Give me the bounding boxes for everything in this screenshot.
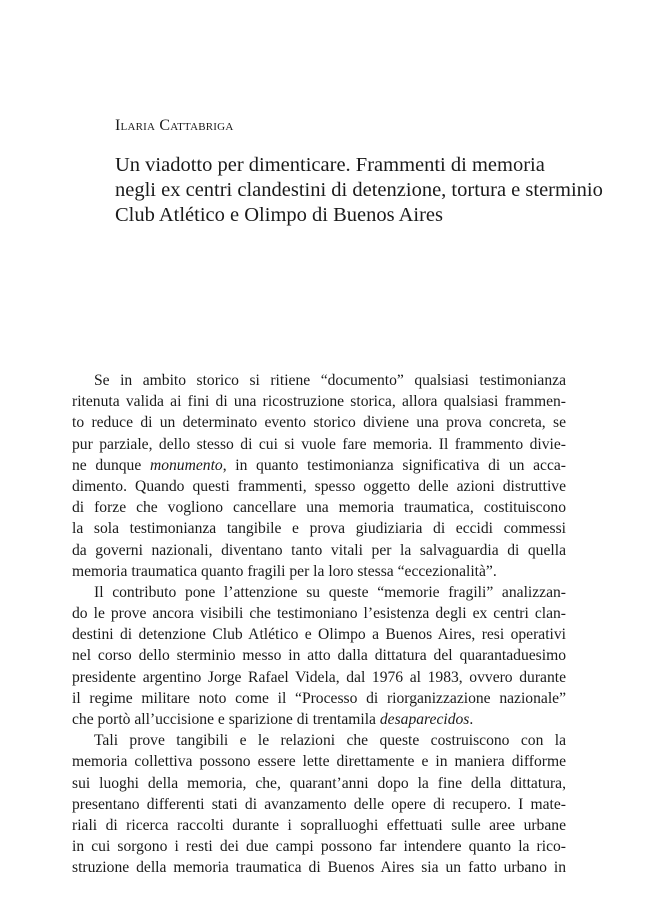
emphasized-term: desaparecidos — [379, 711, 470, 728]
title-line: Un viadotto per dimenticare. Frammenti di memoria — [115, 154, 545, 176]
text-line: Se in ambito storico si ritiene “documento” qualsiasi testimonianza — [94, 372, 566, 389]
text-line: to reduce di un determinato evento storico diviene una prova concreta, se — [72, 414, 566, 432]
text-line: Tali prove tangibili e le relazioni che queste costruiscono con la — [94, 732, 566, 750]
text-line: dimento. Quando questi frammenti, spesso oggetto delle azioni distruttive — [72, 477, 566, 495]
chapter-title — [115, 153, 603, 228]
text-line: presentano differenti stati di avanzamento delle opere di recupero. I mate- — [72, 795, 566, 813]
title-line: Club Atlético e Olimpo di Buenos Aires — [115, 204, 443, 226]
paragraph — [72, 370, 566, 582]
paragraph — [72, 730, 566, 878]
text-line: presidente argentino Jorge Rafael Videla, dal 1976 al 1983, ovvero durante — [72, 668, 566, 686]
text-line: nel corso dello sterminio messo in atto dalla dittatura del quarantaduesimo — [72, 647, 566, 665]
text-line: la sola testimonianza tangibile e prova giudiziaria di eccidi commessi — [72, 520, 566, 538]
text-line: di forze che vogliono cancellare una memoria traumatica, costituiscono — [72, 499, 566, 517]
text-line: da governi nazionali, diventano tanto vitali per la salvaguardia di quella — [72, 541, 566, 559]
emphasized-term: monumento — [149, 456, 223, 474]
text-line: il regime militare noto come il “Processo di riorganizzazione nazionale” — [72, 689, 566, 707]
text-line: ne dunque monumento, in quanto testimonianza significativa di un acca- — [72, 456, 567, 474]
text-line: Il contributo pone l’attenzione su queste “memorie fragili” analizzan- — [94, 583, 566, 601]
paragraph — [72, 582, 566, 730]
text-line: memoria collettiva possono essere lette direttamente e in maniera difforme — [72, 753, 566, 771]
title-line: negli ex centri clandestini di detenzione, tortura e sterminio — [115, 179, 603, 201]
text-line: do le prove ancora visibili che testimoniano l’esistenza degli ex centri clan- — [72, 605, 566, 623]
text-line: sui luoghi della memoria, che, quarant’anni dopo la fine della dittatura, — [72, 774, 566, 792]
text-line: destini di detenzione Club Atlético e Olimpo a Buenos Aires, resi operativi — [72, 626, 566, 644]
text-line: che portò all’uccisione e sparizione di trentamila desaparecidos. — [72, 711, 474, 728]
text-line: in cui sorgono i resti dei due campi possono far intendere quanto la rico- — [72, 838, 566, 856]
text-line: riali di ricerca raccolti durante i sopralluoghi effettuati sulle aree urbane — [72, 816, 566, 834]
text-line: ritenuta valida ai fini di una ricostruzione storica, allora qualsiasi frammen- — [72, 393, 566, 411]
text-line: memoria traumatica quanto fragili per la loro stessa “eccezionalità”. — [72, 562, 497, 580]
text-line: pur parziale, dello stesso di cui si vuole fare memoria. Il frammento divie- — [72, 435, 566, 453]
author-name: Ilaria Cattabriga — [115, 117, 234, 134]
body-text — [72, 370, 566, 879]
text-line: struzione della memoria traumatica di Buenos Aires sia un fatto urbano in — [72, 859, 566, 877]
